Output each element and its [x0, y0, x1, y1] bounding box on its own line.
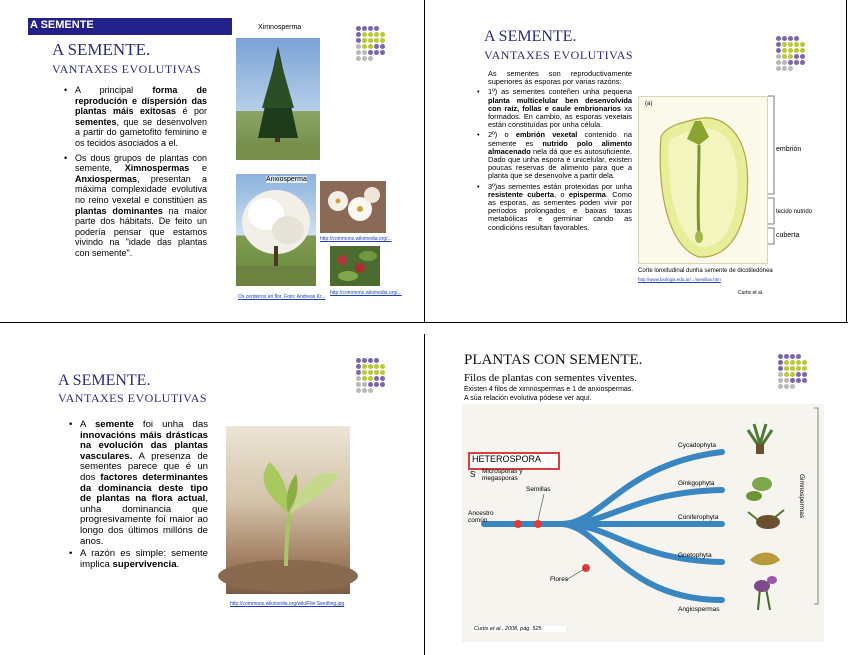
decor-dot: [778, 354, 783, 359]
decor-dot: [368, 38, 373, 43]
decor-dot: [368, 364, 373, 369]
decor-dot: [778, 378, 783, 383]
decor-dot: [362, 50, 367, 55]
decor-dot: [374, 364, 379, 369]
decor-dot: [782, 36, 787, 41]
decor-dot: [368, 388, 373, 393]
decor-dot: [368, 32, 373, 37]
decor-dot: [800, 36, 805, 41]
decor-dot: [790, 354, 795, 359]
decor-dot: [380, 50, 385, 55]
decor-dot: [776, 60, 781, 65]
decor-dot: [776, 54, 781, 59]
decor-dot: [374, 388, 379, 393]
decor-dot: [374, 50, 379, 55]
decor-dot: [790, 360, 795, 365]
seed-section-illustration: [639, 97, 767, 263]
decor-dot: [368, 382, 373, 387]
slide-body: [476, 70, 632, 232]
phylum-label: Ginkgophyta: [678, 480, 715, 487]
slide-subtitle: VANTAXES EVOLUTIVAS: [484, 48, 634, 62]
slide-subtitle: VANTAXES EVOLUTIVAS: [58, 391, 208, 405]
decor-dot: [356, 364, 361, 369]
decor-dot: [356, 382, 361, 387]
decor-dot: [784, 360, 789, 365]
decor-dot: [380, 38, 385, 43]
slide-4[interactable]: [426, 338, 844, 655]
microspore-prefix: S: [470, 470, 476, 479]
decor-dot: [380, 388, 385, 393]
decor-dot: [362, 376, 367, 381]
decor-dot: [374, 26, 379, 31]
decor-dot: [802, 354, 807, 359]
decor-dot: [802, 360, 807, 365]
bullet-item: • A semente foi unha das innovacións máis drásticas na evolución das plantas vasculares. A presenza de sementes parece que é un dos factores determinantes da dominancia deste tipo de plantas na flora actual, unha dominancia que progresivamente foi maior ao longo dos últimos millóns de anos.: [80, 420, 208, 547]
bullet-item: • A razón es simple: semente implica supervivencia.: [80, 549, 208, 570]
decor-dot: [782, 66, 787, 71]
decor-dots: [776, 36, 805, 71]
side-label-tissue: tecido nutrido: [776, 209, 813, 215]
right-edge-line: [846, 0, 847, 322]
decor-dot: [356, 370, 361, 375]
decor-dot: [784, 378, 789, 383]
decor-dot: [782, 54, 787, 59]
decor-dot: [362, 56, 367, 61]
decor-dot: [356, 388, 361, 393]
phylogeny-figure[interactable]: [462, 404, 824, 642]
decor-dot: [800, 54, 805, 59]
diagram-panel-label: (a): [645, 101, 653, 107]
decor-dot: [368, 376, 373, 381]
decor-dot: [784, 354, 789, 359]
decor-dot: [802, 366, 807, 371]
decor-dot: [788, 60, 793, 65]
decor-dot: [368, 50, 373, 55]
decor-dot: [380, 26, 385, 31]
slide-body: [63, 85, 207, 259]
decor-dot: [362, 38, 367, 43]
decor-dot: [380, 364, 385, 369]
decor-dot: [784, 384, 789, 389]
seed-diagram[interactable]: [638, 96, 768, 264]
decor-dot: [380, 44, 385, 49]
decor-dot: [794, 48, 799, 53]
figure-source: Curtis et al., 2008, pág. 525: [472, 626, 566, 632]
decor-dot: [380, 32, 385, 37]
decor-dot: [788, 42, 793, 47]
decor-dot: [356, 26, 361, 31]
decor-dot: [802, 384, 807, 389]
decor-dot: [362, 358, 367, 363]
slide-2[interactable]: [426, 0, 844, 320]
decor-dot: [356, 44, 361, 49]
blossom-closeup-photo[interactable]: [320, 181, 386, 233]
decor-dot: [368, 26, 373, 31]
bullet-item: • A principal forma de reprodución e dispersión das plantas máis exitosas é por sementes, que se desenvolven a partir do gametofito feminino e os tecidos asociados a el.: [75, 85, 207, 149]
decor-dot: [356, 376, 361, 381]
slide-subtitle: VANTAXES EVOLUTIVAS: [52, 62, 202, 76]
decor-dot: [796, 384, 801, 389]
decor-dot: [794, 36, 799, 41]
decor-dot: [362, 388, 367, 393]
diagram-caption: Corte lonxitudinal dunha semente de dicotiledónea: [638, 268, 773, 274]
decor-dot: [794, 42, 799, 47]
decor-dot: [788, 36, 793, 41]
decor-dot: [802, 372, 807, 377]
decor-dot: [796, 354, 801, 359]
bullet-item: • Os dous grupos de plantas con semente, Ximnospermas e Anxiospermas, presentan a máxima complexidade evolutiva no reino vexetal e constitúen as plantas dominantes na maior parte dos hábitats. De feito un podería pensar que estamos vivindo na "idade das plantas con semente".: [75, 153, 207, 259]
grid-divider-horizontal: [0, 322, 848, 323]
decor-dot: [800, 66, 805, 71]
slide-title: PLANTAS CON SEMENTE.: [464, 352, 643, 368]
photo-credit-link[interactable]: http://commons.wikimedia.org/...: [320, 236, 392, 242]
decor-dots: [778, 354, 807, 389]
decor-dot: [794, 54, 799, 59]
seedling-photo[interactable]: [226, 426, 350, 594]
decor-dot: [788, 48, 793, 53]
phylum-label: Gnetophyta: [678, 552, 712, 559]
decor-dot: [782, 60, 787, 65]
decor-dot: [362, 32, 367, 37]
decor-dot: [778, 366, 783, 371]
bullet-item: • 3º)as sementes están protexidas por unha resistente cuberta, o episperma. Como as esporas, as sementes poden vivir por períodos prolongados e baixas taxas metabólicas e germinar cando as condicións resultan favorables.: [488, 183, 632, 232]
decor-dot: [356, 56, 361, 61]
decor-dot: [778, 384, 783, 389]
decor-dot: [800, 42, 805, 47]
ancestor-label: Ancestro común: [468, 510, 494, 524]
photo-credit-link-bottom[interactable]: http://commons.wikimedia.org/...: [330, 290, 402, 296]
decor-dot: [380, 358, 385, 363]
decor-dot: [790, 384, 795, 389]
header-bar-label: A SEMENTE: [30, 19, 94, 31]
decor-dot: [380, 370, 385, 375]
grid-divider-vertical: [424, 0, 425, 322]
intro-line-3: A súa relación evolutiva pódese ver aquí.: [464, 395, 592, 402]
decor-dots: [356, 358, 385, 393]
decor-dot: [790, 378, 795, 383]
seedling-illustration: [226, 426, 350, 594]
decor-dot: [368, 370, 373, 375]
photo-label-angiosperm: Anxiosperma: [266, 176, 307, 183]
decor-dot: [380, 382, 385, 387]
decor-dot: [374, 38, 379, 43]
bullet-item: • 2º) o embrión vexetal contenido na semente es nutrido polo alimento almacenado nela dá que es autosuficiente. Dado que unha espora é unicelular, existen poucas reservas de alimento para que a planta que se desenvolve a partir dela.: [488, 131, 632, 180]
intro-line-2: Existen 4 filos de ximnospermas e 1 de anxiospermas.: [464, 386, 634, 393]
seeds-label: Semillas: [526, 486, 551, 493]
decor-dot: [374, 32, 379, 37]
diagram-caption-link[interactable]: http://www.biologia.edu.ar/.../semillas.htm: [638, 277, 721, 282]
slide-3[interactable]: [0, 338, 422, 655]
photo-credit-left[interactable]: Os cerdeiros en flor. Foto: Andreas Kr...: [238, 294, 326, 300]
phylum-label: Coniferophyta: [678, 514, 719, 521]
conifer-tree-illustration: [236, 38, 320, 160]
decor-dot: [788, 66, 793, 71]
decor-dots: [356, 26, 385, 61]
heterospora-label: HETEROSPORA: [472, 454, 542, 464]
phylum-label: Angiospermas: [678, 606, 720, 613]
cherry-leaves-photo[interactable]: [330, 246, 380, 286]
decor-dot: [790, 366, 795, 371]
decor-dot: [794, 66, 799, 71]
decor-dot: [374, 382, 379, 387]
decor-dot: [362, 364, 367, 369]
decor-dot: [790, 372, 795, 377]
slide-title: A SEMENTE.: [52, 40, 151, 59]
decor-dot: [374, 44, 379, 49]
decor-dot: [362, 382, 367, 387]
decor-dot: [796, 378, 801, 383]
phylum-label: Cycadophyta: [678, 442, 716, 449]
phylogeny-tree: [462, 404, 824, 642]
slide-1[interactable]: [0, 0, 422, 320]
angiosperm-tree-photo[interactable]: [236, 174, 316, 286]
gymnosperm-tree-photo[interactable]: [236, 38, 320, 160]
photo-source-link[interactable]: http://commons.wikimedia.org/wiki/File:Seedling.jpg: [230, 601, 345, 607]
decor-dot: [368, 358, 373, 363]
flower-closeup-illustration: [320, 181, 386, 233]
decor-dot: [796, 366, 801, 371]
decor-dot: [784, 372, 789, 377]
decor-dot: [374, 358, 379, 363]
decor-dot: [800, 60, 805, 65]
decor-dot: [356, 358, 361, 363]
intro-line-1: Filos de plantas con sementes viventes.: [464, 372, 637, 384]
intro-text: As sementes son reproductivamente superiores ás esporas por varias razóns:: [488, 69, 632, 87]
decor-dot: [374, 376, 379, 381]
decor-dot: [784, 366, 789, 371]
blossom-tree-illustration: [236, 174, 316, 286]
decor-dot: [796, 360, 801, 365]
decor-dot: [368, 56, 373, 61]
decor-dot: [776, 66, 781, 71]
decor-dot: [362, 44, 367, 49]
microspore-label: Microsporas y megasporas: [482, 468, 523, 482]
decor-dot: [776, 42, 781, 47]
decor-dot: [374, 370, 379, 375]
decor-dot: [356, 38, 361, 43]
decor-dot: [356, 32, 361, 37]
decor-dot: [380, 56, 385, 61]
slide-title: A SEMENTE.: [484, 28, 577, 45]
slide-body: [68, 420, 208, 570]
decor-dot: [778, 360, 783, 365]
decor-dot: [776, 48, 781, 53]
decor-dot: [356, 50, 361, 55]
decor-dot: [776, 36, 781, 41]
decor-dot: [778, 372, 783, 377]
decor-dot: [374, 56, 379, 61]
decor-dot: [796, 372, 801, 377]
slide-title: A SEMENTE.: [58, 372, 151, 389]
decor-dot: [782, 42, 787, 47]
decor-dot: [782, 48, 787, 53]
decor-dot: [788, 54, 793, 59]
bullet-item: • 1º) as sementes conteñen unha pequena planta multicelular ben desenvolvida con raíz, follas e caule embrionarios xa formados. En cambio, as esporas vexetais están constituídas por unha célula.: [488, 88, 632, 129]
decor-dot: [362, 370, 367, 375]
decor-dot: [800, 48, 805, 53]
side-label-coat: cuberta: [776, 232, 800, 239]
gymnosperm-group-label: Gimnospermas: [798, 474, 805, 519]
decor-dot: [794, 60, 799, 65]
flowers-label: Flores: [550, 576, 569, 583]
decor-dot: [362, 26, 367, 31]
decor-dot: [368, 44, 373, 49]
side-label-embryo: embrión: [776, 146, 802, 153]
decor-dot: [802, 378, 807, 383]
grid-divider-vertical-bottom: [424, 334, 425, 655]
leaves-illustration: [330, 246, 380, 286]
diagram-author: Curtis et al.: [738, 290, 764, 296]
photo-label-gymnosperm: Ximnosperma: [258, 24, 302, 31]
decor-dot: [380, 376, 385, 381]
